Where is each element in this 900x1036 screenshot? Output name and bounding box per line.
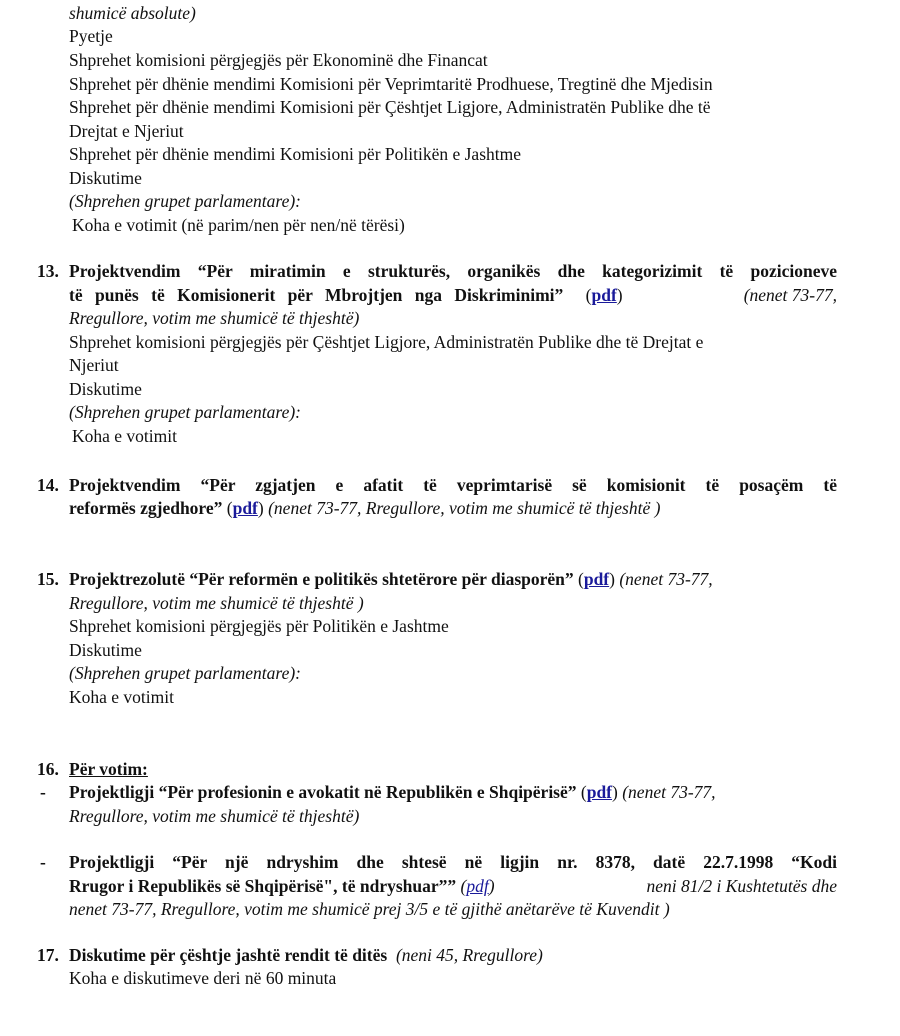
- item-line: Njeriut: [69, 355, 119, 375]
- item-title: Projektvendim “Për miratimin e strukturës, organikës dhe kategorizimit të pozicioneve: [69, 261, 837, 281]
- voting-time: Koha e votimit: [72, 426, 177, 446]
- bullet-dash: -: [40, 782, 46, 802]
- item-line: Shprehet komisioni përgjegjës për Politikën e Jashtme: [69, 616, 449, 636]
- pdf-link[interactable]: pdf: [466, 876, 489, 896]
- item-rule: Rregullore, votim me shumicë të thjeshtë ): [69, 593, 364, 613]
- pdf-link[interactable]: pdf: [586, 782, 613, 802]
- pdf-link[interactable]: pdf: [232, 498, 258, 518]
- item-title: Projektrezolutë “Për reformën e politikës shtetërore për diasporën” (pdf) (nenet 73-77,: [69, 569, 713, 589]
- item-title-cont: të punës të Komisionerit për Mbrojtjen nga Diskriminimi” (pdf) (nenet 73-77,: [69, 285, 837, 305]
- pdf-link[interactable]: pdf: [583, 569, 610, 589]
- item-line: Diskutime: [69, 379, 142, 399]
- groups-note: (Shprehen grupet parlamentare):: [69, 191, 301, 211]
- bullet-dash: -: [40, 852, 46, 872]
- intro-line: Shprehet për dhënie mendimi Komisioni për Politikën e Jashtme: [69, 144, 522, 164]
- intro-continuation: shumicë absolute): [69, 3, 196, 23]
- item-number: 13.: [37, 261, 59, 281]
- groups-note: (Shprehen grupet parlamentare):: [69, 402, 301, 422]
- item-number: 14.: [37, 475, 59, 495]
- subitem-rule: nenet 73-77, Rregullore, votim me shumicë prej 3/5 e të gjithë anëtarëve të Kuvendit ): [69, 899, 670, 919]
- intro-line: Pyetje: [69, 26, 113, 46]
- item-number: 15.: [37, 569, 59, 589]
- item-line: Koha e diskutimeve deri në 60 minuta: [69, 968, 337, 988]
- pdf-link[interactable]: pdf: [591, 285, 617, 305]
- item-title: Për votim:: [69, 759, 148, 779]
- voting-time: Koha e votimit: [69, 687, 174, 707]
- item-title: Diskutime për çështje jashtë rendit të ditës (neni 45, Rregullore): [69, 945, 543, 965]
- subitem-rule: Rregullore, votim me shumicë të thjeshtë): [69, 806, 360, 826]
- intro-line: Shprehet për dhënie mendimi Komisioni për Veprimtaritë Prodhuese, Tregtinë dhe Mjedisin: [69, 74, 713, 94]
- intro-line: Shprehet komisioni përgjegjës për Ekonominë dhe Financat: [69, 50, 488, 70]
- item-title: Projektvendim “Për zgjatjen e afatit të veprimtarisë së komisionit të posaçëm të: [69, 475, 837, 495]
- item-number: 16.: [37, 759, 59, 779]
- item-rule: Rregullore, votim me shumicë të thjeshtë): [69, 308, 360, 328]
- item-title-cont: reformës zgjedhore” (pdf) (nenet 73-77, Rregullore, votim me shumicë të thjeshtë ): [69, 498, 661, 518]
- intro-line: Diskutime: [69, 168, 142, 188]
- item-number: 17.: [37, 945, 59, 965]
- subitem-title-cont: Rrugor i Republikës së Shqipërisë", të ndryshuar”” (pdf) neni 81/2 i Kushtetutës dhe: [69, 876, 837, 896]
- intro-line: Shprehet për dhënie mendimi Komisioni për Çështjet Ligjore, Administratën Publike dhe të: [69, 97, 711, 117]
- subitem-title: Projektligji “Për një ndryshim dhe shtesë në ligjin nr. 8378, datë 22.7.1998 “Kodi: [69, 852, 837, 872]
- item-line: Diskutime: [69, 640, 142, 660]
- item-line: Shprehet komisioni përgjegjës për Çështjet Ligjore, Administratën Publike dhe të Drejtat e: [69, 332, 704, 352]
- groups-note: (Shprehen grupet parlamentare):: [69, 663, 301, 683]
- subitem-title: Projektligji “Për profesionin e avokatit në Republikën e Shqipërisë” (pdf) (nenet 73-77,: [69, 782, 716, 802]
- intro-line: Drejtat e Njeriut: [69, 121, 184, 141]
- voting-time: Koha e votimit (në parim/nen për nen/në tërësi): [72, 215, 405, 235]
